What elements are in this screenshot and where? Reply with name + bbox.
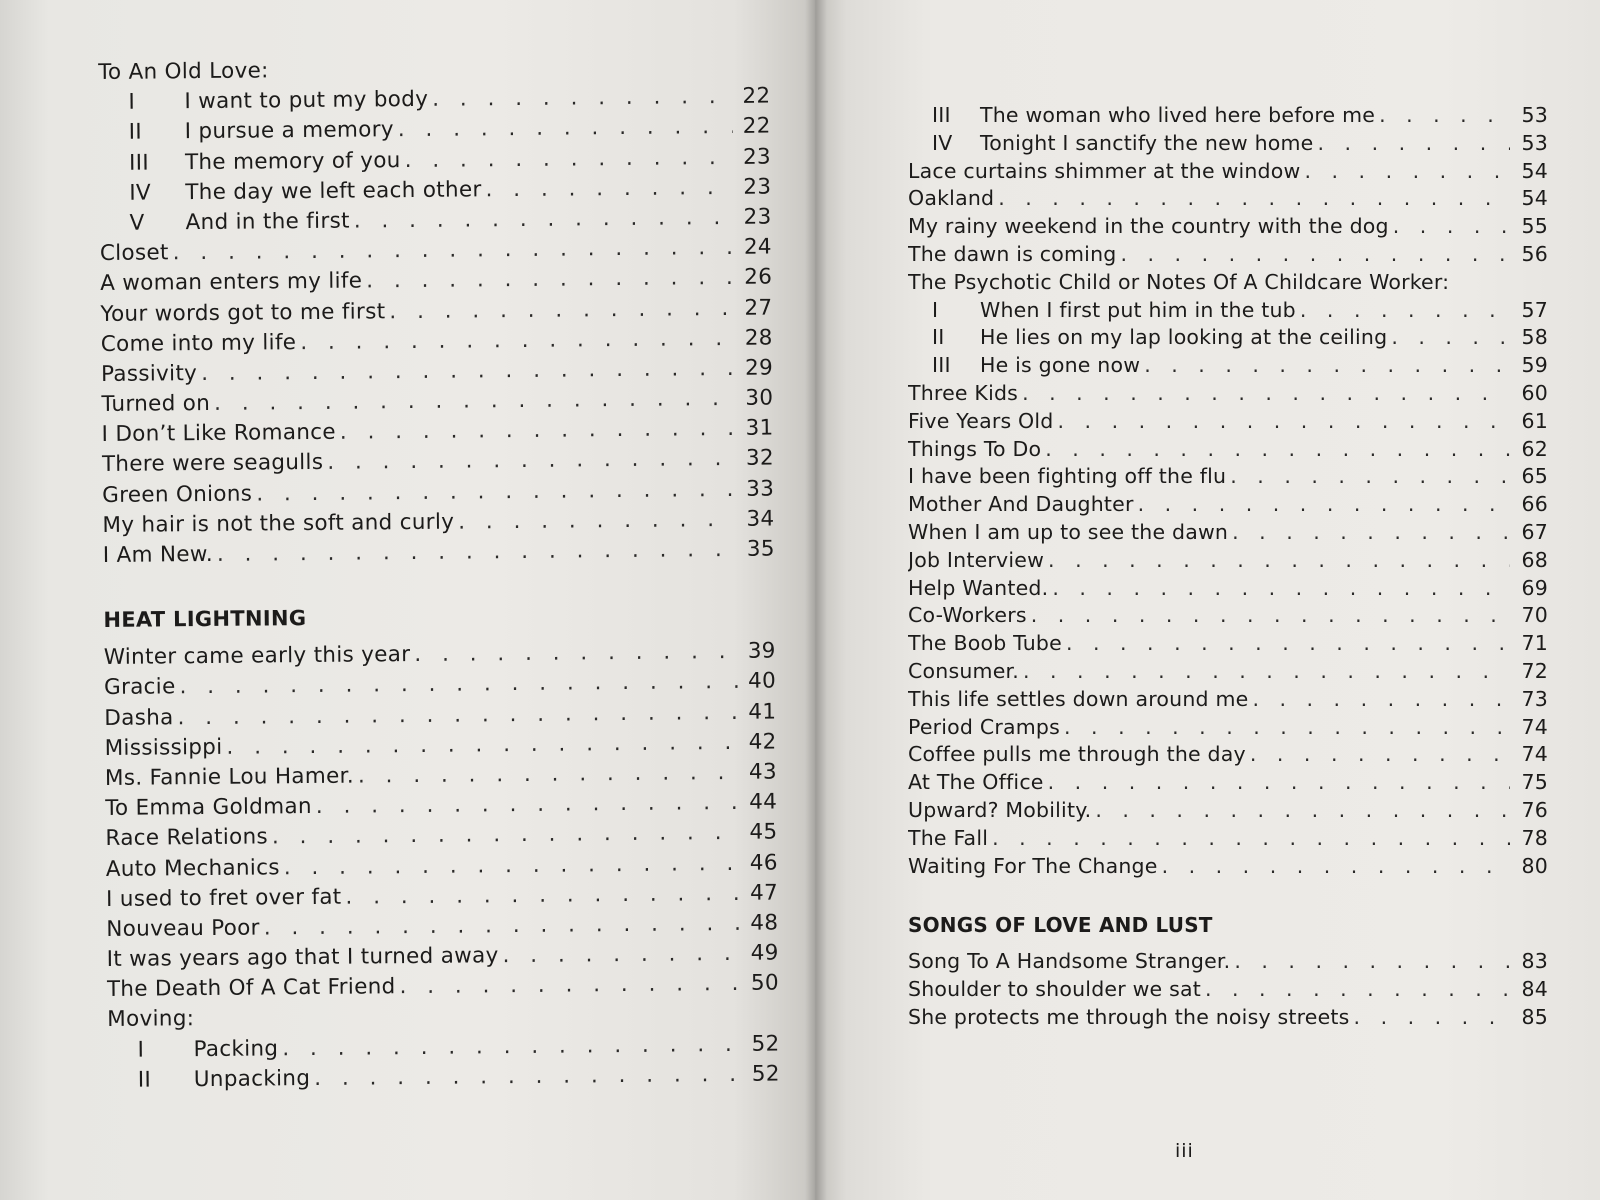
entry-roman-numeral: III — [128, 150, 150, 176]
entry-title: Winter came early this year — [103, 642, 411, 671]
entry-title: Help Wanted. — [908, 575, 1049, 600]
entry-page-number: 55 — [1521, 214, 1548, 239]
entry-title: Waiting For The Change — [908, 853, 1158, 878]
dot-leader — [354, 203, 734, 237]
entry-page-number: 71 — [1521, 631, 1548, 656]
entry-title: Unpacking — [193, 1065, 311, 1092]
entry-page-number: 58 — [1521, 325, 1548, 350]
dot-leader — [366, 263, 734, 297]
dot-leader — [1300, 297, 1510, 325]
entry-page-number: 52 — [751, 1031, 780, 1057]
dot-leader — [1393, 213, 1510, 241]
entry-title: Things To Do — [908, 436, 1042, 461]
dot-leader — [1252, 686, 1510, 714]
dot-leader — [1230, 463, 1510, 491]
entry-page-number: 27 — [744, 295, 773, 321]
entry-title: This life settles down around me — [908, 686, 1249, 711]
entry-title: The day we left each other — [185, 177, 482, 205]
dot-leader — [226, 728, 738, 763]
dot-leader — [340, 414, 736, 448]
dot-leader — [389, 293, 734, 327]
entry-title: Five Years Old — [908, 408, 1054, 433]
dot-leader — [345, 879, 740, 913]
entry-page-number: 22 — [742, 113, 771, 140]
entry-title: Green Onions — [102, 481, 253, 508]
entry-title: The dawn is coming — [908, 241, 1117, 266]
entry-page-number: 35 — [746, 536, 775, 562]
toc-entry — [908, 436, 1548, 464]
entry-page-number: 53 — [1521, 130, 1548, 155]
entry-title: He is gone now — [980, 353, 1141, 378]
dot-leader — [1304, 158, 1510, 186]
entry-roman-numeral: I — [137, 1037, 145, 1063]
entry-page-number: 68 — [1521, 547, 1548, 572]
toc-entry — [908, 741, 1548, 769]
entry-page-number: 74 — [1521, 742, 1548, 767]
dot-leader — [1048, 547, 1510, 575]
toc-entry — [908, 213, 1548, 241]
entry-title: To An Old Love: — [98, 58, 269, 85]
toc-entry — [908, 602, 1548, 630]
entry-roman-numeral: IV — [932, 130, 953, 155]
entry-title: At The Office — [908, 770, 1044, 795]
entry-page-number: 78 — [1521, 825, 1548, 850]
entry-page-number: 34 — [746, 506, 775, 532]
dot-leader — [316, 788, 740, 822]
dot-leader — [1250, 741, 1510, 769]
entry-title: Auto Mechanics — [105, 854, 280, 882]
entry-page-number: 23 — [742, 144, 772, 170]
entry-title: Mississippi — [104, 734, 223, 761]
toc-entry — [908, 269, 1548, 297]
toc-entry — [908, 408, 1548, 436]
entry-page-number: 69 — [1521, 575, 1548, 600]
entry-roman-numeral: V — [129, 210, 145, 236]
entry-page-number: 57 — [1521, 297, 1548, 322]
entry-title: And in the first — [185, 208, 350, 236]
toc-entry — [908, 575, 1548, 603]
dot-leader — [399, 969, 741, 1002]
dot-leader — [284, 848, 740, 883]
dot-leader — [214, 384, 735, 419]
entry-page-number: 76 — [1521, 797, 1548, 822]
toc-entry — [908, 297, 1548, 325]
dot-leader — [992, 825, 1510, 853]
dot-leader — [398, 112, 733, 145]
dot-leader — [414, 637, 738, 670]
dot-leader — [1162, 853, 1510, 881]
dot-leader — [1031, 602, 1510, 630]
toc-entry — [108, 1059, 780, 1096]
dot-leader — [1066, 630, 1510, 658]
entry-title: Upward? Mobility. — [908, 797, 1092, 822]
entry-title: I have been fighting off the flu — [908, 464, 1227, 489]
dot-leader — [1379, 102, 1510, 130]
entry-page-number: 43 — [748, 759, 778, 785]
dot-leader — [1234, 948, 1510, 976]
dot-leader — [272, 818, 740, 853]
dot-leader — [1318, 130, 1511, 158]
dot-leader — [405, 142, 734, 175]
toc-entry — [908, 185, 1548, 213]
entry-page-number: 39 — [747, 638, 776, 664]
toc-entry — [908, 686, 1548, 714]
dot-leader — [998, 185, 1510, 213]
entry-title: The Boob Tube — [908, 631, 1062, 656]
toc-entry — [908, 825, 1548, 853]
dot-leader — [1391, 324, 1510, 352]
entry-page-number: 84 — [1521, 977, 1548, 1002]
entry-page-number: 54 — [1521, 186, 1548, 211]
entry-title: Shoulder to shoulder we sat — [908, 977, 1201, 1002]
entry-title: Three Kids — [908, 380, 1019, 405]
entry-title: Coffee pulls me through the day — [908, 742, 1246, 767]
toc-entry — [908, 769, 1548, 797]
entry-roman-numeral: III — [932, 353, 951, 378]
entry-title: Passivity — [100, 360, 198, 387]
dot-leader — [282, 1029, 741, 1064]
toc-entry — [908, 324, 1548, 352]
entry-title: She protects me through the noisy streets — [908, 1004, 1350, 1029]
entry-page-number: 72 — [1521, 658, 1548, 683]
toc-entry — [908, 241, 1548, 269]
entry-page-number: 48 — [750, 910, 779, 936]
entry-page-number: 44 — [749, 789, 778, 815]
entry-page-number: 30 — [745, 385, 774, 411]
entry-page-number: 32 — [745, 445, 774, 472]
entry-page-number: 26 — [744, 264, 773, 291]
entry-page-number: 53 — [1521, 103, 1548, 127]
dot-leader — [1022, 380, 1510, 408]
entry-page-number: 73 — [1521, 686, 1548, 711]
entry-title: Song To A Handsome Stranger. — [908, 949, 1231, 974]
entry-title: I pursue a memory — [184, 117, 394, 145]
entry-page-number: 33 — [746, 476, 775, 502]
dot-leader — [314, 1060, 742, 1094]
entry-title: I want to put my body — [184, 87, 429, 115]
toc-entry — [107, 969, 779, 1006]
entry-title: Packing — [193, 1035, 279, 1062]
entry-page-number: 41 — [748, 699, 777, 725]
toc-entry — [103, 535, 775, 572]
entry-page-number: 67 — [1521, 519, 1548, 544]
dot-leader — [1023, 658, 1510, 686]
dot-leader — [327, 444, 736, 478]
dot-leader — [1048, 769, 1510, 797]
dot-leader — [1205, 976, 1510, 1004]
entry-page-number: 70 — [1521, 603, 1548, 628]
entry-page-number: 42 — [748, 729, 777, 755]
dot-leader — [256, 475, 736, 510]
toc-entry — [908, 547, 1548, 575]
entry-page-number: 28 — [744, 325, 773, 351]
entry-page-number: 80 — [1521, 853, 1548, 878]
entry-page-number: 31 — [745, 415, 774, 442]
entry-title: The Death Of A Cat Friend — [106, 974, 396, 1003]
dot-leader — [300, 324, 735, 358]
entry-page-number: 60 — [1521, 380, 1548, 405]
entry-title: Job Interview — [908, 547, 1045, 572]
entry-title: Dasha — [104, 704, 174, 731]
entry-page-number: 74 — [1521, 714, 1548, 739]
entry-page-number: 45 — [749, 819, 778, 846]
toc-entry — [908, 158, 1548, 186]
toc-entry — [908, 491, 1548, 519]
entry-title: Oakland — [908, 186, 995, 211]
entry-title: There were seagulls — [101, 450, 324, 478]
entry-page-number: 23 — [743, 174, 772, 200]
entry-page-number: 49 — [750, 940, 779, 966]
section-heading: SONGS OF LOVE AND LUST — [908, 913, 1213, 938]
right-page — [815, 0, 1600, 1200]
entry-title: I Don’t Like Romance — [101, 419, 336, 448]
entry-roman-numeral: I — [932, 297, 939, 322]
toc-entry — [908, 1004, 1548, 1032]
entry-page-number: 24 — [743, 234, 772, 260]
entry-page-number: 66 — [1521, 492, 1548, 517]
toc-entry — [908, 658, 1548, 686]
entry-page-number: 52 — [751, 1061, 780, 1087]
dot-leader — [458, 505, 737, 538]
entry-title: When I first put him in the tub — [980, 297, 1296, 322]
entry-title: Tonight I sanctify the new home — [980, 130, 1314, 155]
entry-page-number: 83 — [1521, 949, 1548, 974]
entry-title: Turned on — [101, 391, 211, 418]
toc-entry — [908, 853, 1548, 881]
entry-title: Race Relations — [105, 824, 269, 852]
entry-page-number: 23 — [743, 204, 772, 230]
entry-roman-numeral: IV — [129, 180, 152, 206]
toc-entry — [908, 797, 1548, 825]
entry-title: When I am up to see the dawn — [908, 519, 1229, 544]
entry-title: Mother And Daughter — [908, 492, 1134, 517]
toc-entry — [908, 714, 1548, 742]
entry-page-number: 56 — [1521, 241, 1548, 266]
toc-entry — [908, 630, 1548, 658]
entry-roman-numeral: II — [932, 325, 945, 350]
entry-title: I Am New. — [102, 541, 214, 568]
toc-entry — [908, 948, 1548, 976]
page-number: iii — [1175, 1140, 1194, 1162]
entry-roman-numeral: III — [932, 103, 951, 127]
entry-page-number: 40 — [747, 668, 777, 695]
entry-page-number: 50 — [750, 970, 780, 997]
entry-page-number: 46 — [749, 850, 778, 876]
entry-title: The woman who lived here before me — [980, 103, 1376, 127]
entry-title: Co-Workers — [908, 603, 1027, 628]
right-table-of-contents — [908, 102, 1548, 1032]
toc-entry — [908, 519, 1548, 547]
toc-entry — [908, 463, 1548, 491]
dot-leader — [432, 82, 733, 115]
entry-title: The Psychotic Child or Notes Of A Childcare Worker: — [908, 269, 1450, 294]
dot-leader — [485, 173, 733, 206]
dot-leader — [1138, 491, 1510, 519]
entry-page-number: 75 — [1521, 770, 1548, 795]
entry-roman-numeral: I — [128, 89, 136, 115]
entry-page-number: 54 — [1521, 158, 1548, 183]
entry-title: Your words got to me first — [100, 298, 386, 327]
toc-entry — [908, 352, 1548, 380]
dot-leader — [358, 758, 739, 792]
entry-title: Period Cramps — [908, 714, 1061, 739]
toc-entry — [908, 130, 1548, 158]
entry-page-number: 62 — [1521, 436, 1548, 461]
entry-page-number: 47 — [749, 880, 779, 906]
entry-page-number: 61 — [1521, 408, 1548, 433]
entry-page-number: 22 — [742, 83, 771, 110]
dot-leader — [1045, 436, 1510, 464]
left-table-of-contents — [98, 52, 780, 1096]
entry-title: The Fall — [908, 825, 989, 850]
entry-title: Consumer. — [908, 658, 1019, 683]
dot-leader — [1095, 797, 1510, 825]
dot-leader — [1064, 714, 1510, 742]
entry-title: Nouveau Poor — [106, 915, 260, 942]
entry-title: My rainy weekend in the country with the dog — [908, 214, 1389, 239]
entry-page-number: 65 — [1521, 464, 1548, 489]
dot-leader — [264, 909, 741, 944]
toc-entry — [908, 102, 1548, 130]
entry-title: Moving: — [107, 1006, 195, 1033]
entry-title: Come into my life — [100, 329, 297, 357]
entry-title: To Emma Goldman — [105, 794, 312, 822]
dot-leader — [1144, 352, 1510, 380]
dot-leader — [1120, 241, 1510, 269]
dot-leader — [1354, 1004, 1510, 1032]
dot-leader — [1052, 575, 1510, 603]
entry-page-number: 85 — [1521, 1004, 1548, 1029]
entry-title: Ms. Fannie Lou Hamer. — [104, 763, 355, 791]
dot-leader — [1058, 408, 1511, 436]
dot-leader — [217, 535, 737, 570]
entry-page-number: 29 — [744, 355, 774, 381]
toc-entry — [908, 380, 1548, 408]
entry-title: He lies on my lap looking at the ceiling — [980, 325, 1388, 350]
book-gutter — [805, 0, 827, 1200]
entry-roman-numeral: II — [137, 1067, 152, 1093]
entry-page-number: 59 — [1521, 353, 1548, 378]
entry-title: Gracie — [103, 674, 176, 701]
section-heading: HEAT LIGHTNING — [103, 606, 307, 633]
dot-leader — [502, 939, 740, 971]
entry-title: Closet — [99, 240, 169, 267]
entry-roman-numeral: II — [128, 119, 143, 146]
entry-title: A woman enters my life — [100, 268, 363, 297]
entry-title: It was years ago that I turned away — [106, 943, 499, 973]
toc-entry — [908, 976, 1548, 1004]
entry-title: Lace curtains shimmer at the window — [908, 158, 1301, 183]
dot-leader — [1232, 519, 1510, 547]
entry-title: My hair is not the soft and curly — [102, 509, 455, 538]
entry-title: I used to fret over fat — [105, 884, 342, 912]
entry-title: The memory of you — [184, 147, 401, 175]
